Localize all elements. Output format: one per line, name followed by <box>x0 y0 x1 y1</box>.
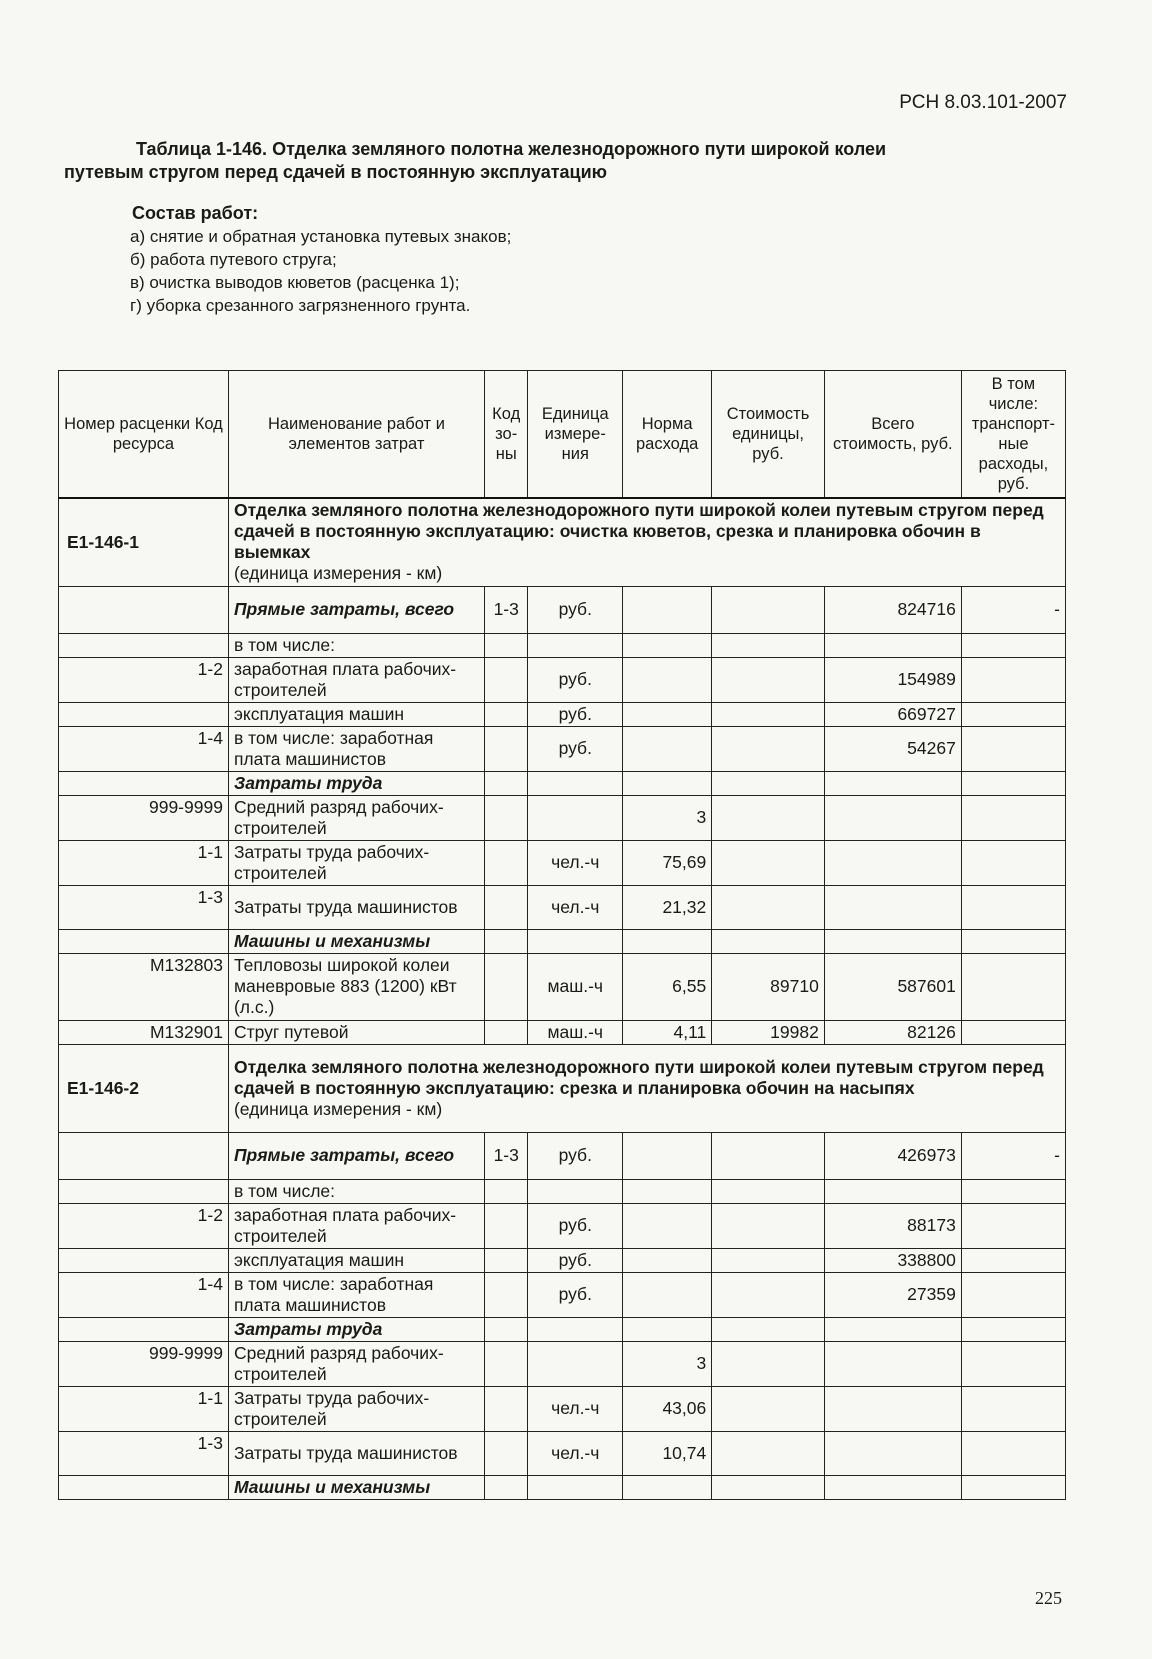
header-cell: Всего стоимость, руб. <box>824 371 961 499</box>
unit-price <box>712 657 825 702</box>
section-label: Прямые затраты, всего <box>228 1132 484 1179</box>
norm-value <box>623 1317 712 1341</box>
table-row <box>59 586 1066 633</box>
norm-value: 21,32 <box>623 885 712 929</box>
zone-code <box>484 726 528 771</box>
resource-code: 1-1 <box>59 1386 229 1431</box>
norm-value <box>623 657 712 702</box>
norm-value <box>623 1179 712 1203</box>
unit: маш.-ч <box>528 953 623 1020</box>
unit: чел.-ч <box>528 840 623 885</box>
unit-price <box>712 1475 825 1499</box>
cost-name: Струг путевой <box>228 1020 484 1044</box>
transport-cost <box>961 1431 1065 1475</box>
work-composition-title: Состав работ: <box>132 203 259 223</box>
norm-value: 10,74 <box>623 1431 712 1475</box>
unit-price <box>712 885 825 929</box>
section-label: Прямые затраты, всего <box>228 586 484 633</box>
unit-price <box>712 1341 825 1386</box>
total-cost: 54267 <box>824 726 961 771</box>
transport-cost <box>961 1272 1065 1317</box>
resource-code: 1-3 <box>59 885 229 929</box>
norm-value: 6,55 <box>623 953 712 1020</box>
unit-price <box>712 586 825 633</box>
total-cost: 154989 <box>824 657 961 702</box>
cost-name: Тепловозы широкой колеи маневровые 883 (1200) кВт (л.с.) <box>228 953 484 1020</box>
norms-table <box>58 370 1066 1500</box>
table-row <box>59 726 1066 771</box>
unit-price <box>712 1248 825 1272</box>
rate-title: Отделка земляного полотна железнодорожного пути широкой колеи путевым стругом перед сдачей в постоянную эксплуатацию: очистка кюветов, срезка и планировка обочин в выемках <box>233 500 1044 563</box>
resource-code <box>59 633 229 657</box>
header-cell: Номер расценки Код ресурса <box>59 371 229 499</box>
resource-code: 999-9999 <box>59 1341 229 1386</box>
norm-value: 3 <box>623 1341 712 1386</box>
norm-value <box>623 586 712 633</box>
norm-value: 43,06 <box>623 1386 712 1431</box>
rate-title-cell <box>228 498 1065 586</box>
rate-title: Отделка земляного полотна железнодорожного пути широкой колеи путевым стругом перед сдачей в постоянную эксплуатацию: срезка и планировка обочин на насыпях <box>233 1056 1044 1098</box>
total-cost <box>824 1179 961 1203</box>
table-row <box>59 771 1066 795</box>
zone-code <box>484 929 528 953</box>
unit: руб. <box>528 657 623 702</box>
resource-code: 1-4 <box>59 726 229 771</box>
table-title <box>64 138 1024 184</box>
unit <box>528 1475 623 1499</box>
total-cost: 27359 <box>824 1272 961 1317</box>
zone-code <box>484 1248 528 1272</box>
table-row <box>59 953 1066 1020</box>
cost-name: в том числе: <box>228 1179 484 1203</box>
zone-code <box>484 1475 528 1499</box>
rate-unit: (единица измерения - км) <box>233 563 443 584</box>
zone-code <box>484 771 528 795</box>
total-cost <box>824 771 961 795</box>
norm-value <box>623 633 712 657</box>
norm-value <box>623 702 712 726</box>
zone-code <box>484 953 528 1020</box>
table-row <box>59 1020 1066 1044</box>
total-cost: 426973 <box>824 1132 961 1179</box>
cost-name: эксплуатация машин <box>228 702 484 726</box>
transport-cost <box>961 633 1065 657</box>
unit: руб. <box>528 1132 623 1179</box>
section-label: Затраты труда <box>228 1317 484 1341</box>
total-cost <box>824 633 961 657</box>
unit-price <box>712 771 825 795</box>
unit: руб. <box>528 726 623 771</box>
section-label: Затраты труда <box>228 771 484 795</box>
total-cost <box>824 1341 961 1386</box>
zone-code <box>484 1272 528 1317</box>
total-cost <box>824 1317 961 1341</box>
table-row <box>59 795 1066 840</box>
section-label: Машины и механизмы <box>228 929 484 953</box>
zone-code: 1-3 <box>484 1132 528 1179</box>
resource-code: 1-3 <box>59 1431 229 1475</box>
table-row <box>59 1317 1066 1341</box>
cost-name: Затраты труда рабочих-строителей <box>228 1386 484 1431</box>
rate-code: Е1-146-1 <box>59 498 229 586</box>
resource-code: М132803 <box>59 953 229 1020</box>
table-row <box>59 1341 1066 1386</box>
transport-cost <box>961 929 1065 953</box>
norm-value <box>623 771 712 795</box>
unit-price <box>712 929 825 953</box>
unit: руб. <box>528 1272 623 1317</box>
table-row <box>59 657 1066 702</box>
norm-value <box>623 726 712 771</box>
page-number: 225 <box>1035 1588 1062 1608</box>
cost-name: в том числе: заработная плата машинистов <box>228 726 484 771</box>
zone-code <box>484 885 528 929</box>
cost-name: эксплуатация машин <box>228 1248 484 1272</box>
resource-code: 999-9999 <box>59 795 229 840</box>
resource-code <box>59 1475 229 1499</box>
transport-cost <box>961 771 1065 795</box>
table-row <box>59 1431 1066 1475</box>
total-cost: 824716 <box>824 586 961 633</box>
unit <box>528 1179 623 1203</box>
total-cost <box>824 929 961 953</box>
total-cost: 587601 <box>824 953 961 1020</box>
table-title-line-1: Таблица 1-146. Отделка земляного полотна железнодорожного пути широкой колеи <box>136 139 887 159</box>
table-row <box>59 1248 1066 1272</box>
transport-cost <box>961 726 1065 771</box>
zone-code <box>484 1203 528 1248</box>
rate-title-row <box>59 1044 1066 1132</box>
transport-cost <box>961 1341 1065 1386</box>
unit-price <box>712 726 825 771</box>
rate-unit: (единица измерения - км) <box>233 1098 443 1119</box>
norm-value <box>623 1203 712 1248</box>
transport-cost <box>961 657 1065 702</box>
norm-value <box>623 1475 712 1499</box>
total-cost <box>824 795 961 840</box>
table-row <box>59 885 1066 929</box>
header-cell: Единица измере-ния <box>528 371 623 499</box>
work-item: б) работа путевого струга; <box>130 250 337 269</box>
table-row <box>59 1386 1066 1431</box>
resource-code: 1-2 <box>59 1203 229 1248</box>
transport-cost <box>961 1386 1065 1431</box>
resource-code: 1-1 <box>59 840 229 885</box>
table-row <box>59 1272 1066 1317</box>
zone-code <box>484 1020 528 1044</box>
transport-cost <box>961 1475 1065 1499</box>
resource-code: 1-2 <box>59 657 229 702</box>
unit-price <box>712 1386 825 1431</box>
table-row <box>59 1179 1066 1203</box>
header-cell: Наименование работ и элементов затрат <box>228 371 484 499</box>
cost-name: Затраты труда рабочих-строителей <box>228 840 484 885</box>
unit-price: 19982 <box>712 1020 825 1044</box>
unit-price <box>712 1272 825 1317</box>
unit-price <box>712 795 825 840</box>
total-cost <box>824 840 961 885</box>
unit-price <box>712 702 825 726</box>
transport-cost <box>961 1317 1065 1341</box>
unit: чел.-ч <box>528 885 623 929</box>
unit-price <box>712 1317 825 1341</box>
unit: чел.-ч <box>528 1431 623 1475</box>
table-row <box>59 1203 1066 1248</box>
norm-value: 3 <box>623 795 712 840</box>
cost-name: Затраты труда машинистов <box>228 885 484 929</box>
document-code: РСН 8.03.101-2007 <box>899 92 1067 113</box>
unit-price <box>712 1203 825 1248</box>
total-cost <box>824 885 961 929</box>
header-cell: Код зо-ны <box>484 371 528 499</box>
resource-code <box>59 771 229 795</box>
table-row <box>59 929 1066 953</box>
unit: руб. <box>528 702 623 726</box>
zone-code <box>484 840 528 885</box>
unit: чел.-ч <box>528 1386 623 1431</box>
table-row <box>59 702 1066 726</box>
unit <box>528 929 623 953</box>
unit <box>528 633 623 657</box>
transport-cost: - <box>961 586 1065 633</box>
zone-code <box>484 1317 528 1341</box>
unit-price <box>712 633 825 657</box>
resource-code <box>59 1317 229 1341</box>
unit-price <box>712 1431 825 1475</box>
header-cell: Стоимость единицы, руб. <box>712 371 825 499</box>
work-item: г) уборка срезанного загрязненного грунта. <box>130 296 471 315</box>
total-cost <box>824 1386 961 1431</box>
table-header-row <box>59 371 1066 499</box>
resource-code <box>59 1132 229 1179</box>
transport-cost <box>961 840 1065 885</box>
norm-value <box>623 1272 712 1317</box>
zone-code: 1-3 <box>484 586 528 633</box>
unit <box>528 1341 623 1386</box>
total-cost <box>824 1475 961 1499</box>
unit: руб. <box>528 1203 623 1248</box>
resource-code <box>59 1179 229 1203</box>
table-row <box>59 633 1066 657</box>
header-cell: В том числе: транспорт-ные расходы, руб. <box>961 371 1065 499</box>
resource-code: 1-4 <box>59 1272 229 1317</box>
total-cost: 82126 <box>824 1020 961 1044</box>
zone-code <box>484 657 528 702</box>
resource-code <box>59 586 229 633</box>
total-cost: 338800 <box>824 1248 961 1272</box>
transport-cost <box>961 1020 1065 1044</box>
cost-name: заработная плата рабочих-строителей <box>228 1203 484 1248</box>
transport-cost <box>961 702 1065 726</box>
unit-price <box>712 840 825 885</box>
rate-title-cell <box>228 1044 1065 1132</box>
work-item: а) снятие и обратная установка путевых знаков; <box>130 227 512 246</box>
table-row <box>59 840 1066 885</box>
work-item: в) очистка выводов кюветов (расценка 1); <box>130 273 460 292</box>
unit <box>528 771 623 795</box>
norm-value <box>623 929 712 953</box>
zone-code <box>484 795 528 840</box>
header-cell: Норма расхода <box>623 371 712 499</box>
section-label: Машины и механизмы <box>228 1475 484 1499</box>
unit: маш.-ч <box>528 1020 623 1044</box>
transport-cost <box>961 953 1065 1020</box>
unit: руб. <box>528 1248 623 1272</box>
zone-code <box>484 1431 528 1475</box>
norm-value <box>623 1132 712 1179</box>
table-row <box>59 1132 1066 1179</box>
zone-code <box>484 702 528 726</box>
cost-name: в том числе: заработная плата машинистов <box>228 1272 484 1317</box>
total-cost <box>824 1431 961 1475</box>
transport-cost <box>961 795 1065 840</box>
unit <box>528 795 623 840</box>
table-row <box>59 1475 1066 1499</box>
total-cost: 669727 <box>824 702 961 726</box>
cost-name: заработная плата рабочих-строителей <box>228 657 484 702</box>
work-composition <box>132 202 511 317</box>
norm-value: 75,69 <box>623 840 712 885</box>
resource-code: М132901 <box>59 1020 229 1044</box>
transport-cost <box>961 1203 1065 1248</box>
resource-code <box>59 702 229 726</box>
resource-code <box>59 1248 229 1272</box>
transport-cost <box>961 1179 1065 1203</box>
cost-name: Средний разряд рабочих-строителей <box>228 795 484 840</box>
zone-code <box>484 1386 528 1431</box>
norm-value <box>623 1248 712 1272</box>
transport-cost: - <box>961 1132 1065 1179</box>
unit: руб. <box>528 586 623 633</box>
rate-title-row <box>59 498 1066 586</box>
zone-code <box>484 633 528 657</box>
rate-code: Е1-146-2 <box>59 1044 229 1132</box>
table-title-line-2: путевым стругом перед сдачей в постоянную эксплуатацию <box>64 162 608 182</box>
unit <box>528 1317 623 1341</box>
cost-name: Средний разряд рабочих-строителей <box>228 1341 484 1386</box>
norm-value: 4,11 <box>623 1020 712 1044</box>
cost-name: в том числе: <box>228 633 484 657</box>
resource-code <box>59 929 229 953</box>
unit-price <box>712 1132 825 1179</box>
cost-name: Затраты труда машинистов <box>228 1431 484 1475</box>
unit-price <box>712 1179 825 1203</box>
zone-code <box>484 1179 528 1203</box>
unit-price: 89710 <box>712 953 825 1020</box>
transport-cost <box>961 1248 1065 1272</box>
transport-cost <box>961 885 1065 929</box>
zone-code <box>484 1341 528 1386</box>
total-cost: 88173 <box>824 1203 961 1248</box>
